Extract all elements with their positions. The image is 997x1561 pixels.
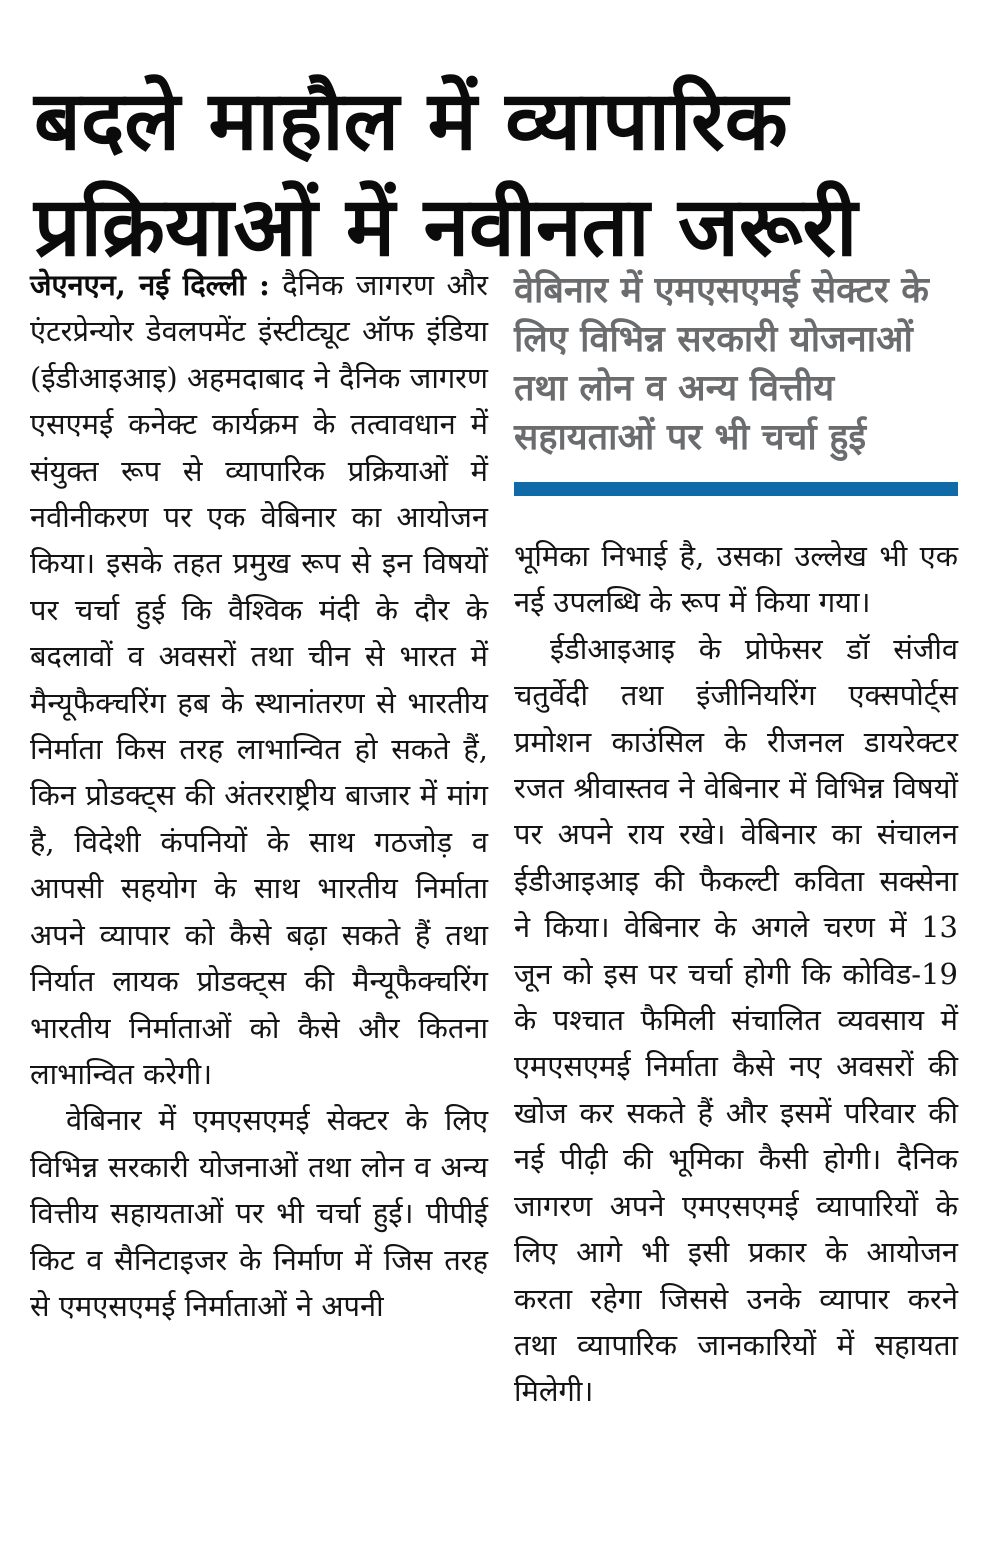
headline: [34, 69, 979, 281]
standfirst-text: वेबिनार में एमएसएमई सेक्टर के लिए विभिन्न सरकारी योजनाओं तथा लोन व अन्य वित्तीय सहायताओं पर भी चर्चा हुई: [514, 270, 929, 458]
body-paragraph: भूमिका निभाई है, उसका उल्लेख भी एक नई उपलब्धि के रूप में किया गया।: [514, 539, 958, 620]
accent-bar: [514, 482, 958, 496]
right-column-body: [514, 533, 958, 1415]
left-column: [30, 262, 488, 1329]
lead-paragraph-text: दैनिक जागरण और एंटरप्रेन्योर डेवलपमेंट इंस्टीट्यूट ऑफ इंडिया (ईडीआइआइ) अहमदाबाद ने दैनिक जागरण एसएमई कनेक्ट कार्यक्रम के तत्वावधान में संयुक्त रूप से व्यापारिक प्रक्रियाओं में नवीनीकरण पर एक वेबिनार का आयोजन किया। इसके तहत प्रमुख रूप से इन विषयों पर चर्चा हुई कि वैश्विक मंदी के दौर के बदलावों व अवसरों तथा चीन से भारत में मैन्यूफैक्चरिंग हब के स्थानांतरण से भारतीय निर्माता किस तरह लाभान्वित हो सकते हैं, किन प्रोडक्ट्स की अंतरराष्ट्रीय बाजार में मांग है, विदेशी कंपनियों के साथ गठजोड़ व आपसी सहयोग के साथ भारतीय निर्माता अपने व्यापार को कैसे बढ़ा सकते हैं तथा निर्यात लायक प्रोडक्ट्स की मैन्यूफैक्चरिंग भारतीय निर्माताओं को कैसे और कितना लाभान्वित करेगी।: [30, 268, 488, 1091]
headline-line-1: बदले माहौल में व्यापारिक: [34, 73, 788, 169]
lead-paragraph: [30, 262, 488, 1097]
body-paragraph: वेबिनार में एमएसएमई सेक्टर के लिए विभिन्न सरकारी योजनाओं तथा लोन व अन्य वित्तीय सहायताओं पर भी चर्चा हुई। पीपीई किट व सैनिटाइजर के निर्माण में जिस तरह से एमएसएमई निर्माताओं ने अपनी: [30, 1103, 488, 1323]
body-paragraph: ईडीआइआइ के प्रोफेसर डॉ संजीव चतुर्वेदी तथा इंजीनियरिंग एक्सपोर्ट्स प्रमोशन काउंसिल के रीजनल डायरेक्टर रजत श्रीवास्तव ने वेबिनार में विभिन्न विषयों पर अपने राय रखे। वेबिनार का संचालन ईडीआइआइ की फैकल्टी कविता सक्सेना ने किया। वेबिनार के अगले चरण में 13 जून को इस पर चर्चा होगी कि कोविड-19 के पश्चात फैमिली संचालित व्यवसाय में एमएसएमई निर्माता कैसे नए अवसरों की खोज कर सकते हैं और इसमें परिवार की नई पीढ़ी की भूमिका कैसी होगी। दैनिक जागरण अपने एमएसएमई व्यापारियों के लिए आगे भी इसी प्रकार के आयोजन करता रहेगा जिससे उनके व्यापार करने तथा व्यापारिक जानकारियों में सहायता मिलेगी।: [514, 631, 958, 1409]
right-column: [514, 266, 958, 1415]
headline-line-2: प्रक्रियाओं में नवीनता जरूरी: [34, 179, 858, 275]
byline: जेएनएन, नई दिल्ली :: [30, 268, 270, 302]
